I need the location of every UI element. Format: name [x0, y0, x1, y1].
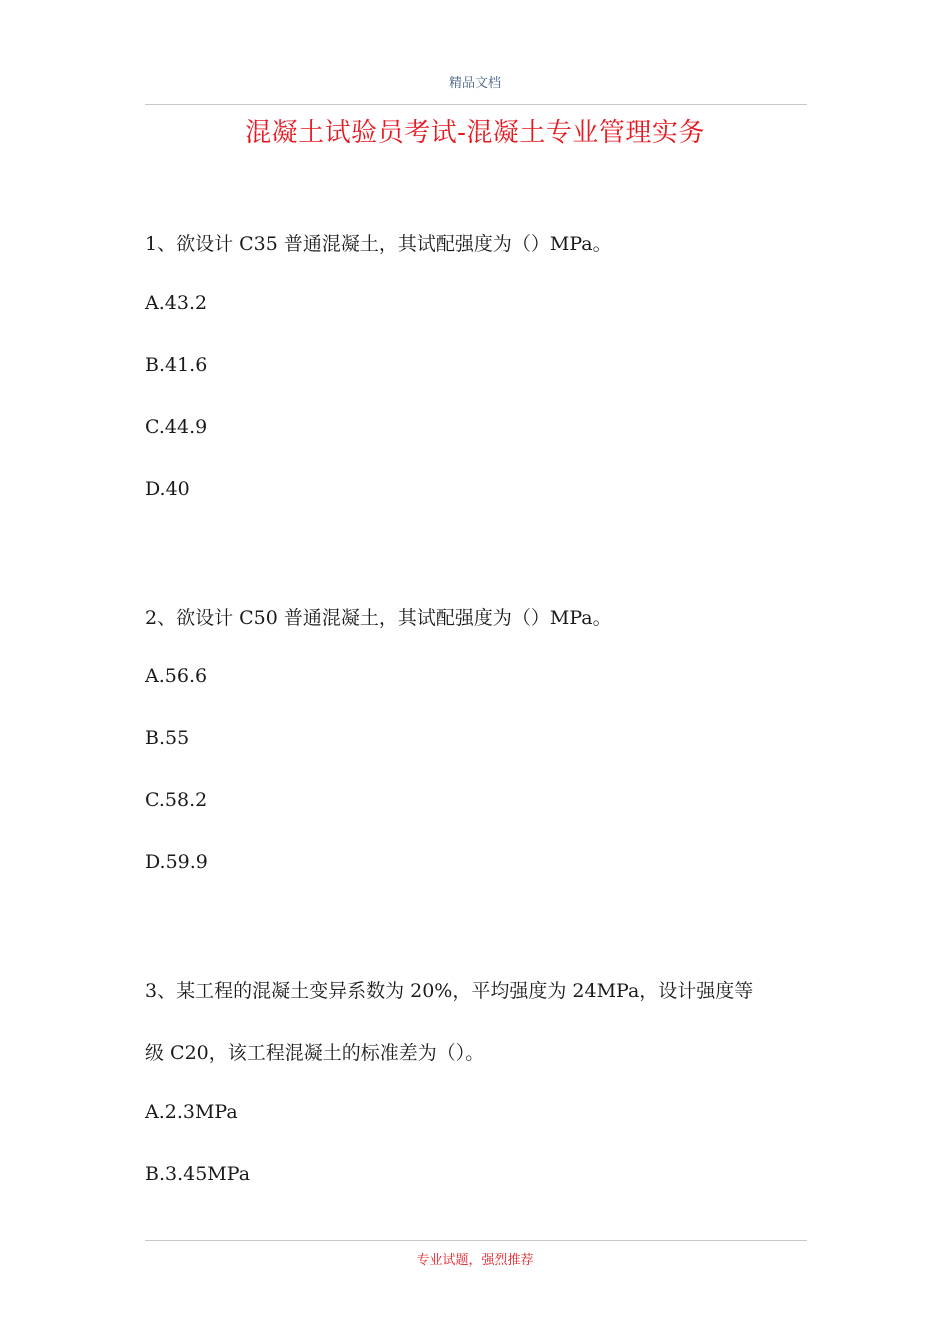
question-3-option-b: B.3.45MPa: [145, 1163, 251, 1185]
question-1-option-b: B.41.6: [145, 354, 208, 376]
question-1-stem: 1、欲设计 C35 普通混凝土，其试配强度为（）MPa。: [145, 233, 612, 255]
question-3-option-a: A.2.3MPa: [145, 1101, 238, 1123]
question-2-option-b: B.55: [145, 727, 190, 749]
question-2-option-a: A.56.6: [145, 665, 208, 687]
question-1-option-a: A.43.2: [145, 292, 208, 314]
header-divider: [145, 104, 807, 105]
question-1-option-d: D.40: [145, 478, 190, 500]
question-1-option-c: C.44.9: [145, 416, 208, 438]
question-3-stem-line-1: 3、某工程的混凝土变异系数为 20%，平均强度为 24MPa，设计强度等: [145, 980, 754, 1002]
question-2-stem: 2、欲设计 C50 普通混凝土，其试配强度为（）MPa。: [145, 607, 612, 629]
question-3-stem-line-2: 级 C20，该工程混凝土的标准差为（）。: [145, 1042, 485, 1064]
question-2-option-c: C.58.2: [145, 789, 208, 811]
footer-divider: [145, 1240, 807, 1241]
question-2-option-d: D.59.9: [145, 851, 208, 873]
document-title: 混凝土试验员考试-混凝土专业管理实务: [245, 118, 705, 148]
page-header: 精品文档: [448, 76, 501, 91]
page-footer: 专业试题，强烈推荐: [416, 1253, 534, 1268]
